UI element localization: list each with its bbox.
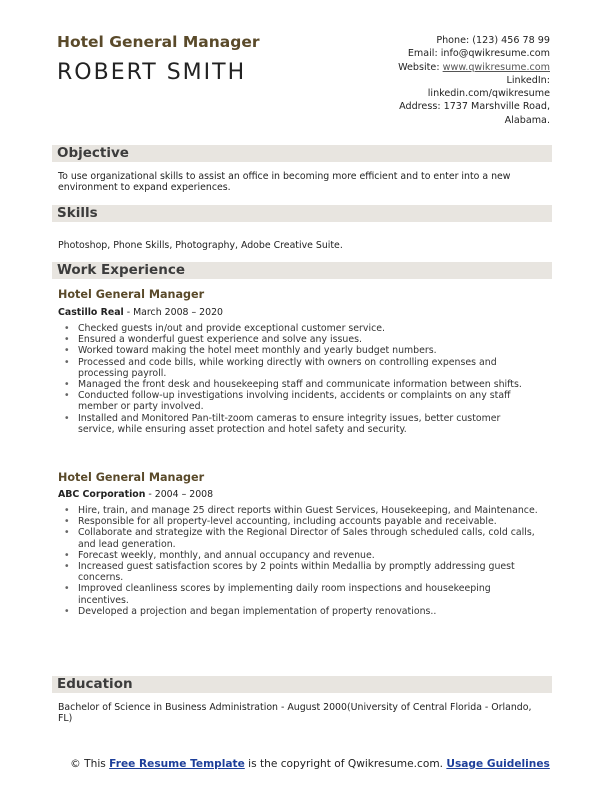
linkedin-label: LinkedIn: — [506, 74, 550, 86]
job-1-bullets — [58, 323, 538, 435]
job-1-company: Castillo Real — [58, 307, 124, 318]
website-link[interactable]: www.qwikresume.com — [442, 61, 550, 73]
list-item: • Developed a projection and began implementation of property renovations.. — [58, 606, 538, 617]
person-name: ROBERT SMITH — [57, 60, 247, 85]
job-1-dates: - March 2008 – 2020 — [123, 307, 224, 318]
address-line-1: Address: 1737 Marshville Road, — [399, 101, 550, 113]
objective-section-header — [52, 145, 552, 162]
email: Email: info@qwikresume.com — [407, 48, 550, 60]
list-item: • Worked toward making the hotel meet monthly and yearly budget numbers. — [58, 345, 538, 356]
job-2-dates: - 2004 – 2008 — [145, 489, 214, 500]
job-2-bullets — [58, 505, 538, 617]
usage-guidelines-link[interactable]: Usage Guidelines — [446, 758, 550, 770]
address-line-2: Alabama. — [504, 114, 550, 126]
skills-text: Photoshop, Phone Skills, Photography, Adobe Creative Suite. — [58, 240, 343, 251]
list-item: • Hire, train, and manage 25 direct reports within Guest Services, Housekeeping, and Maintenance. — [58, 505, 538, 516]
skills-title: Skills — [57, 205, 98, 221]
list-item: • Conducted follow-up investigations involving incidents, accidents or complaints on any staff member or party involved. — [58, 390, 538, 412]
list-item: • Improved cleanliness scores by implementing daily room inspections and housekeeping incentives. — [58, 583, 538, 605]
footer-middle: is the copyright of Qwikresume.com. — [244, 758, 447, 770]
work-experience-title: Work Experience — [57, 262, 185, 278]
list-item: • Ensured a wonderful guest experience and solve any issues. — [58, 334, 538, 345]
list-item: • Processed and code bills, while working directly with owners on controlling expenses and processing payroll. — [58, 357, 538, 379]
list-item: • Increased guest satisfaction scores by 2 points within Medallia by promptly addressing guest concerns. — [58, 561, 538, 583]
job-title: Hotel General Manager — [57, 33, 260, 51]
objective-text: To use organizational skills to assist an office in becoming more efficient and to enter into a new environment to expand experiences. — [58, 171, 511, 194]
education-title: Education — [57, 676, 133, 692]
free-resume-template-link[interactable]: Free Resume Template — [109, 758, 245, 770]
phone: Phone: (123) 456 78 99 — [436, 35, 550, 46]
job-2-title: Hotel General Manager — [58, 471, 205, 484]
job-1-company-line — [58, 307, 223, 318]
website-label: Website: — [398, 61, 440, 73]
education-section-header — [52, 676, 552, 693]
job-2-company: ABC Corporation — [58, 489, 146, 500]
skills-section-header — [52, 205, 552, 222]
list-item: • Responsible for all property-level accounting, including accounts payable and receivable. — [58, 516, 538, 527]
resume-header — [0, 0, 612, 135]
objective-title: Objective — [57, 145, 129, 161]
work-experience-section-header — [52, 262, 552, 279]
list-item: • Managed the front desk and housekeeping staff and communicate information between shifts. — [58, 379, 538, 390]
footer-prefix: © This — [70, 758, 110, 770]
contact-block — [320, 34, 550, 127]
list-item: • Checked guests in/out and provide exceptional customer service. — [58, 323, 538, 334]
education-text: Bachelor of Science in Business Administration - August 2000(University of Central Florida - Orlando, FL) — [58, 702, 532, 725]
list-item: • Collaborate and strategize with the Regional Director of Sales through scheduled calls, cold calls, and lead generation. — [58, 527, 538, 549]
job-1-title: Hotel General Manager — [58, 288, 205, 301]
list-item: • Installed and Monitored Pan-tilt-zoom cameras to ensure integrity issues, better customer service, while ensuring asset protection and hotel safety and security. — [58, 413, 538, 435]
copyright-footer — [60, 757, 560, 771]
job-2-company-line — [58, 489, 213, 500]
list-item: • Forecast weekly, monthly, and annual occupancy and revenue. — [58, 550, 538, 561]
website — [320, 61, 550, 74]
linkedin-value: linkedin.com/qwikresume — [427, 88, 550, 100]
